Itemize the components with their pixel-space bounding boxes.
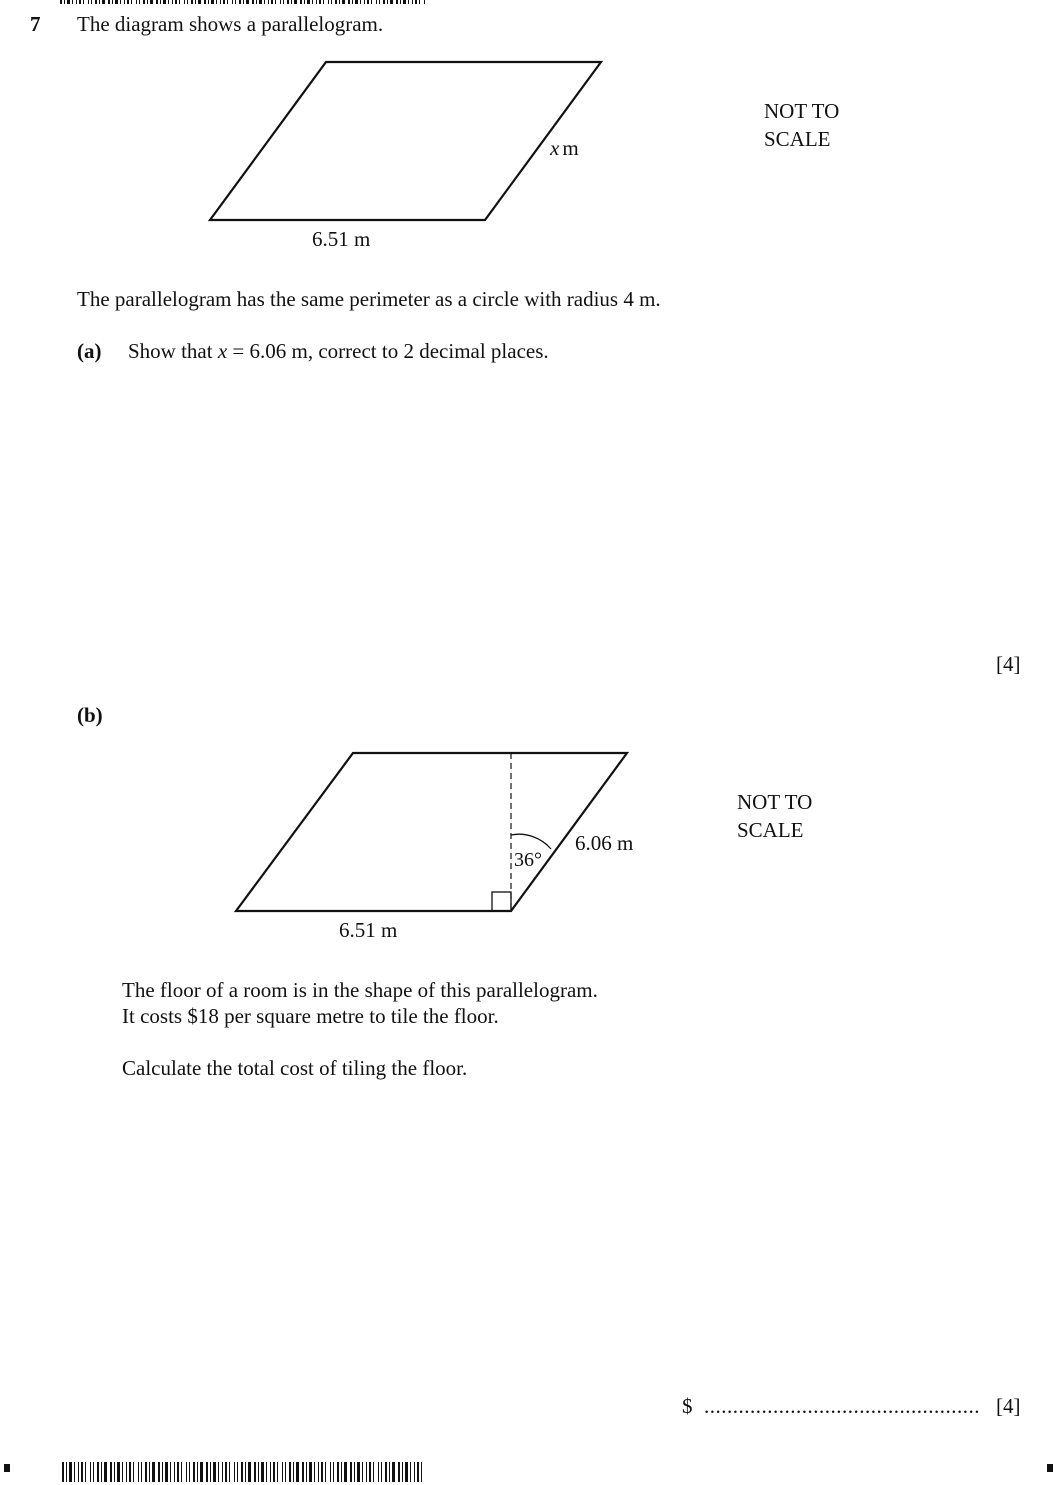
barcode-bar xyxy=(376,0,377,4)
barcode-bar xyxy=(117,1462,120,1482)
barcode-bar xyxy=(112,0,113,4)
side-label-var: x xyxy=(550,136,560,160)
barcode-bar xyxy=(398,1462,400,1482)
parallelogram-shape xyxy=(210,62,601,220)
barcode-bar xyxy=(289,1462,291,1482)
barcode-bar xyxy=(339,0,340,4)
barcode-bar xyxy=(222,1462,223,1482)
barcode-bar xyxy=(99,0,100,4)
barcode-bar xyxy=(206,1462,208,1482)
barcode-bar xyxy=(177,1462,179,1482)
barcode-bar xyxy=(362,1462,363,1482)
barcode-bar xyxy=(237,1462,238,1482)
angle-arc xyxy=(511,834,551,849)
barcode-bar xyxy=(141,1462,142,1482)
barcode-bar xyxy=(120,0,121,4)
barcode-bar xyxy=(258,1462,259,1482)
barcode-bar xyxy=(354,1462,355,1482)
barcode-bar xyxy=(335,0,337,4)
parallelogram-shape-2 xyxy=(236,753,627,911)
barcode-bar xyxy=(220,0,221,4)
barcode-bar xyxy=(124,0,125,4)
barcode-bar xyxy=(419,0,420,4)
barcode-bar xyxy=(402,1462,403,1482)
barcode-bar xyxy=(145,1462,147,1482)
barcode-bar xyxy=(187,0,188,4)
barcode-bar xyxy=(273,1462,275,1482)
corner-mark-right xyxy=(1047,1464,1053,1472)
part-a-text-post: = 6.06 m, correct to 2 decimal places. xyxy=(227,339,549,363)
barcode-bar xyxy=(331,0,332,4)
part-a-label: (a) xyxy=(77,339,102,363)
barcode-bar xyxy=(307,0,310,4)
barcode-bar xyxy=(364,0,365,4)
barcode-bar xyxy=(163,0,166,4)
barcode-bar xyxy=(184,0,185,4)
barcode-bar xyxy=(72,0,73,4)
barcode-bar xyxy=(367,0,369,4)
barcode-bar xyxy=(352,0,353,4)
barcode-bar xyxy=(396,0,398,4)
barcode-bar xyxy=(95,0,97,4)
barcode-bar xyxy=(403,0,406,4)
barcode-bar xyxy=(256,0,257,4)
barcode-bar xyxy=(344,1462,347,1482)
barcode-bar xyxy=(218,1462,219,1482)
part-a-marks: [4] xyxy=(996,652,1021,676)
barcode-bar xyxy=(389,1462,390,1482)
barcode-bar xyxy=(229,1462,230,1482)
barcode-bar xyxy=(143,0,145,4)
barcode-bar xyxy=(216,0,217,4)
barcode-bar xyxy=(330,1462,331,1482)
part-a-text-pre: Show that xyxy=(128,339,218,363)
side-label-unit: m xyxy=(562,136,579,160)
barcode-bar xyxy=(417,1462,419,1482)
barcode-bar xyxy=(104,1462,107,1482)
barcode-bar xyxy=(414,1462,415,1482)
barcode-bar xyxy=(152,1462,155,1482)
barcode-bar xyxy=(181,1462,182,1482)
barcode-bar xyxy=(211,0,214,4)
barcode-bar xyxy=(195,0,196,4)
barcode-bar xyxy=(81,1462,83,1482)
answer-line[interactable]: ................................................ xyxy=(704,1394,980,1418)
angle-label: 36° xyxy=(514,849,542,871)
barcode-bar xyxy=(378,1462,379,1482)
barcode-bar xyxy=(318,1462,319,1482)
part-b-marks: [4] xyxy=(996,1394,1021,1418)
barcode-bar xyxy=(341,1462,342,1482)
barcode-bar xyxy=(259,0,262,4)
barcode-bar xyxy=(385,1462,387,1482)
barcode-bar xyxy=(162,1462,163,1482)
question-number: 7 xyxy=(30,12,41,36)
barcode-bar xyxy=(197,1462,198,1482)
barcode-bar xyxy=(101,1462,102,1482)
barcode-bar xyxy=(239,0,241,4)
barcode-bar xyxy=(277,1462,278,1482)
barcode-bar xyxy=(350,1462,352,1482)
not-to-scale-2-line1: NOT TO xyxy=(737,790,813,814)
barcode-bar xyxy=(316,0,317,4)
barcode-bar xyxy=(266,1462,267,1482)
barcode-bar xyxy=(83,0,84,4)
barcode-bar xyxy=(210,1462,211,1482)
barcode-bar xyxy=(387,0,388,4)
barcode-bar xyxy=(127,0,129,4)
barcode-bar xyxy=(360,0,361,4)
barcode-bar xyxy=(342,0,345,4)
barcode-bar xyxy=(91,0,92,4)
barcode-bar xyxy=(136,0,137,4)
barcode-bar xyxy=(408,0,409,4)
right-angle-marker xyxy=(492,892,511,911)
bottom-barcode xyxy=(62,1462,424,1482)
barcode-bar xyxy=(213,1462,216,1482)
barcode-bar xyxy=(355,0,358,4)
barcode-bar xyxy=(293,1462,294,1482)
part-a-var: x xyxy=(217,339,228,363)
barcode-bar xyxy=(108,0,110,4)
barcode-bar xyxy=(160,0,161,4)
barcode-bar xyxy=(357,1462,360,1482)
barcode-bar xyxy=(302,1462,304,1482)
barcode-bar xyxy=(60,0,62,4)
barcode-bar xyxy=(235,0,236,4)
barcode-bar xyxy=(102,0,105,4)
barcode-bar xyxy=(168,0,169,4)
part-a-question xyxy=(128,338,549,364)
barcode-bar xyxy=(373,1462,374,1482)
barcode-bar xyxy=(225,1462,227,1482)
barcode-bar xyxy=(300,0,302,4)
barcode-bar xyxy=(323,0,324,4)
barcode-bar xyxy=(93,1462,94,1482)
barcode-bar xyxy=(208,0,209,4)
barcode-bar xyxy=(325,1462,326,1482)
barcode-bar xyxy=(379,0,380,4)
barcode-bar xyxy=(285,1462,286,1482)
barcode-bar xyxy=(122,1462,123,1482)
barcode-bar xyxy=(294,0,297,4)
barcode-bar xyxy=(175,0,177,4)
barcode-bar xyxy=(296,1462,299,1482)
barcode-bar xyxy=(400,0,401,4)
barcode-bar xyxy=(264,0,265,4)
barcode-bar xyxy=(421,1462,422,1482)
barcode-bar xyxy=(223,0,225,4)
barcode-bar xyxy=(390,0,393,4)
barcode-bar xyxy=(410,1462,411,1482)
question-intro: The diagram shows a parallelogram. xyxy=(77,12,384,36)
barcode-bar xyxy=(245,1462,246,1482)
barcode-bar xyxy=(232,0,233,4)
barcode-bar xyxy=(174,1462,175,1482)
barcode-bar xyxy=(333,1462,334,1482)
barcode-bar xyxy=(158,1462,160,1482)
barcode-bar xyxy=(114,1462,115,1482)
barcode-bar xyxy=(204,0,206,4)
barcode-bar xyxy=(234,1462,235,1482)
barcode-bar xyxy=(64,0,65,4)
barcode-bar xyxy=(149,1462,150,1482)
barcode-bar xyxy=(131,0,132,4)
part-b-line2: It costs $18 per square metre to tile the floor. xyxy=(122,1004,499,1028)
barcode-bar xyxy=(252,0,254,4)
barcode-bar xyxy=(150,0,153,4)
corner-mark-left xyxy=(4,1464,10,1472)
barcode-bar xyxy=(97,1462,99,1482)
barcode-bar xyxy=(337,1462,339,1482)
side-label-x xyxy=(549,136,579,160)
barcode-bar xyxy=(348,0,350,4)
barcode-bar xyxy=(304,0,305,4)
top-barcode xyxy=(60,0,425,4)
parallelogram-diagram-2 xyxy=(225,745,645,950)
barcode-bar xyxy=(415,0,417,4)
barcode-bar xyxy=(243,0,244,4)
barcode-bar xyxy=(314,1462,315,1482)
barcode-bar xyxy=(270,1462,271,1482)
barcode-bar xyxy=(369,1462,371,1482)
barcode-bar xyxy=(78,1462,79,1482)
barcode-bar xyxy=(79,0,81,4)
base-label-1: 6.51 m xyxy=(312,227,371,251)
barcode-bar xyxy=(412,0,413,4)
part-b-instruction: Calculate the total cost of tiling the floor. xyxy=(122,1056,468,1080)
barcode-bar xyxy=(268,0,269,4)
barcode-bar xyxy=(139,0,140,4)
barcode-bar xyxy=(248,1462,251,1482)
perimeter-statement: The parallelogram has the same perimeter as a circle with radius 4 m. xyxy=(77,287,661,311)
barcode-bar xyxy=(200,1462,203,1482)
barcode-bar xyxy=(165,1462,168,1482)
barcode-bar xyxy=(261,1462,264,1482)
barcode-bar xyxy=(424,0,425,4)
barcode-bar xyxy=(291,0,292,4)
barcode-bar xyxy=(312,0,313,4)
barcode-bar xyxy=(126,1462,127,1482)
barcode-bar xyxy=(321,1462,323,1482)
part-b-line1: The floor of a room is in the shape of this parallelogram. xyxy=(122,978,598,1002)
barcode-bar xyxy=(76,0,77,4)
barcode-bar xyxy=(287,0,289,4)
barcode-bar xyxy=(283,0,284,4)
barcode-bar xyxy=(282,1462,283,1482)
answer-currency: $ xyxy=(682,1394,693,1418)
barcode-bar xyxy=(319,0,321,4)
barcode-bar xyxy=(170,1462,171,1482)
not-to-scale-1-line2: SCALE xyxy=(764,127,831,151)
barcode-bar xyxy=(189,1462,190,1482)
barcode-bar xyxy=(383,0,385,4)
base-label-2: 6.51 m xyxy=(339,918,398,942)
barcode-bar xyxy=(133,1462,134,1482)
barcode-bar xyxy=(405,1462,408,1482)
barcode-bar xyxy=(246,0,249,4)
barcode-bar xyxy=(67,0,70,4)
barcode-bar xyxy=(186,1462,187,1482)
barcode-bar xyxy=(309,1462,312,1482)
barcode-bar xyxy=(392,1462,395,1482)
barcode-bar xyxy=(88,0,89,4)
barcode-bar xyxy=(241,1462,243,1482)
not-to-scale-2-line2: SCALE xyxy=(737,818,804,842)
barcode-bar xyxy=(280,0,281,4)
barcode-bar xyxy=(227,0,228,4)
barcode-bar xyxy=(371,0,372,4)
barcode-bar xyxy=(193,1462,195,1482)
barcode-bar xyxy=(138,1462,139,1482)
barcode-bar xyxy=(156,0,158,4)
barcode-bar xyxy=(74,1462,75,1482)
barcode-bar xyxy=(328,0,329,4)
part-b-label: (b) xyxy=(77,703,103,727)
barcode-bar xyxy=(179,0,180,4)
barcode-bar xyxy=(198,0,201,4)
barcode-bar xyxy=(147,0,148,4)
barcode-bar xyxy=(69,1462,72,1482)
barcode-bar xyxy=(254,1462,256,1482)
barcode-bar xyxy=(381,1462,382,1482)
barcode-bar xyxy=(366,1462,367,1482)
not-to-scale-1-line1: NOT TO xyxy=(764,99,840,123)
barcode-bar xyxy=(172,0,173,4)
barcode-bar xyxy=(191,0,193,4)
barcode-bar xyxy=(110,1462,112,1482)
barcode-bar xyxy=(90,1462,91,1482)
side-label-2: 6.06 m xyxy=(575,831,634,855)
barcode-bar xyxy=(271,0,273,4)
barcode-bar xyxy=(129,1462,131,1482)
barcode-bar xyxy=(306,1462,307,1482)
parallelogram-diagram-1 xyxy=(200,55,620,265)
barcode-bar xyxy=(85,1462,86,1482)
barcode-bar xyxy=(66,1462,67,1482)
barcode-bar xyxy=(275,0,276,4)
barcode-bar xyxy=(62,1462,64,1482)
barcode-bar xyxy=(115,0,118,4)
